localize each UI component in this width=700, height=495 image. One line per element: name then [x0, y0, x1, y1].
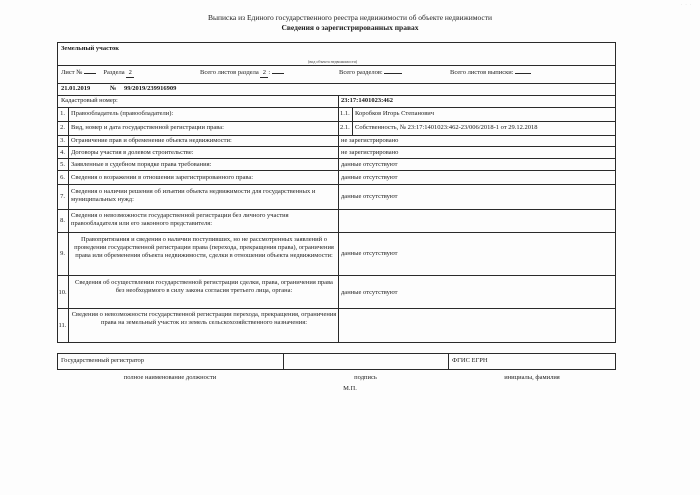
table-divider	[57, 95, 616, 96]
row-number: 8.	[60, 217, 65, 224]
cadastral-number: 23:17:1401023:462	[341, 97, 393, 104]
signature-divider	[448, 353, 449, 370]
sheet-number-value	[84, 73, 96, 74]
row-number: 4.	[60, 149, 65, 156]
table-divider	[352, 107, 353, 135]
position-caption: полное наименование должности	[123, 374, 217, 381]
row-sub-number: 1.1.	[340, 110, 350, 117]
total-sections-value	[384, 73, 402, 74]
row-number: 5.	[60, 161, 65, 168]
total-sections-label: Всего разделов:	[339, 69, 383, 76]
table-divider	[57, 107, 616, 108]
total-sheets-value	[515, 73, 531, 74]
row-number: 1.	[60, 110, 65, 117]
sheet-info	[61, 69, 134, 78]
document-date: 21.01.2019	[61, 85, 91, 92]
row-number: 2.	[60, 124, 65, 131]
table-divider	[57, 135, 616, 136]
row-value: не зарегистрировано	[341, 149, 399, 156]
row-label: Заявленные в судебном порядке права требования:	[71, 161, 212, 168]
row-label: Вид, номер и дата государственной регистрации права:	[71, 124, 224, 131]
row-number: 6.	[60, 174, 65, 181]
row-label: Сведения о возражении в отношении зарегистрированного права:	[71, 174, 254, 181]
object-type: Земельный участок	[61, 45, 120, 52]
row-label: Сведения о невозможности государственной регистрации перехода, прекращения, ограничения права на земельный участок из земель сельскохозяйственного назначения:	[71, 311, 337, 326]
row-value: данные отсутствуют	[341, 193, 398, 200]
row-sub-number: 2.1.	[340, 124, 350, 131]
row-value: не зарегистрировано	[341, 137, 399, 144]
registrar-position: Государственный регистратор	[61, 357, 145, 364]
section-value: 2	[126, 69, 134, 78]
row-value: данные отсутствуют	[341, 174, 398, 181]
row-label: Правообладатель (правообладатели):	[71, 110, 174, 117]
table-divider	[57, 146, 616, 147]
row-label: Договоры участия в долевом строительстве:	[71, 149, 194, 156]
document-number: 99/2019/239916909	[124, 85, 177, 92]
table-divider	[57, 65, 616, 66]
document-title: Выписка из Единого государственного реестра недвижимости об объекте недвижимости	[207, 13, 493, 22]
section-sheets-value: 2	[260, 69, 268, 78]
row-number: 10.	[58, 289, 67, 296]
registrar-organization: ФГИС ЕГРН	[452, 357, 488, 364]
row-value: данные отсутствуют	[341, 250, 398, 257]
table-divider	[57, 232, 616, 233]
scan-corner-mark: · · ·	[681, 2, 692, 7]
row-label: Сведения о наличии решения об изъятии объекта недвижимости для государственных и муниципальных нужд:	[71, 188, 316, 203]
row-number: 9.	[60, 250, 65, 257]
row-label: Сведения об осуществлении государственной регистрации сделки, права, ограничения права без необходимого в силу закона согласия третьего лица, органа:	[75, 279, 333, 294]
row-label: Сведения о невозможности государственной регистрации без личного участия правообладателя или его законного представителя:	[71, 212, 289, 227]
table-divider	[338, 107, 339, 343]
table-divider	[68, 107, 69, 343]
document-number-label: №	[110, 85, 117, 92]
object-type-caption: (вид объекта недвижимости)	[308, 59, 358, 64]
table-divider	[57, 308, 616, 309]
row-value: данные отсутствуют	[341, 161, 398, 168]
table-divider	[57, 170, 616, 171]
section-sheets-label: Всего листов раздела	[200, 69, 259, 76]
row-label: Ограничение прав и обременение объекта недвижимости:	[71, 137, 232, 144]
table-divider	[57, 184, 616, 185]
total-sheets-label: Всего листов выписки:	[450, 69, 514, 76]
stamp-place: М.П.	[343, 385, 357, 392]
cadastral-label: Кадастровый номер:	[61, 97, 118, 104]
table-divider	[57, 209, 616, 210]
row-number: 3.	[60, 137, 65, 144]
signature-caption: подпись	[354, 374, 377, 381]
row-value: Коробков Игорь Степанович	[355, 110, 435, 117]
row-value: данные отсутствуют	[341, 289, 398, 296]
row-value: Собственность, № 23:17:1401023:462-23/006/2018-1 от 29.12.2018	[355, 124, 538, 131]
signature-divider	[283, 353, 284, 370]
section-sheets-blank	[272, 73, 284, 74]
sheet-number-label: Лист №	[61, 69, 83, 76]
total-sections-info	[339, 69, 402, 77]
document-subtitle: Сведения о зарегистрированных правах	[281, 23, 419, 32]
table-divider	[57, 83, 616, 84]
table-divider	[57, 275, 616, 276]
table-divider	[57, 158, 616, 159]
section-sheets-info: Всего листов раздела 2 :	[200, 69, 284, 78]
total-sheets-info	[450, 69, 531, 77]
table-divider	[57, 121, 616, 122]
row-label: Правопритязания и сведения о наличии поступивших, но не рассмотренных заявлений о проведении государственной регистрации права (перехода, прекращения права), ограничения права или обременения объекта недвижимости, сделки в отношении объекта недвижимости:	[74, 236, 334, 259]
table-divider	[338, 95, 339, 107]
row-number: 7.	[60, 193, 65, 200]
row-number: 11.	[58, 322, 67, 329]
name-caption: инициалы, фамилия	[504, 374, 560, 381]
section-label: Раздела	[103, 69, 125, 76]
